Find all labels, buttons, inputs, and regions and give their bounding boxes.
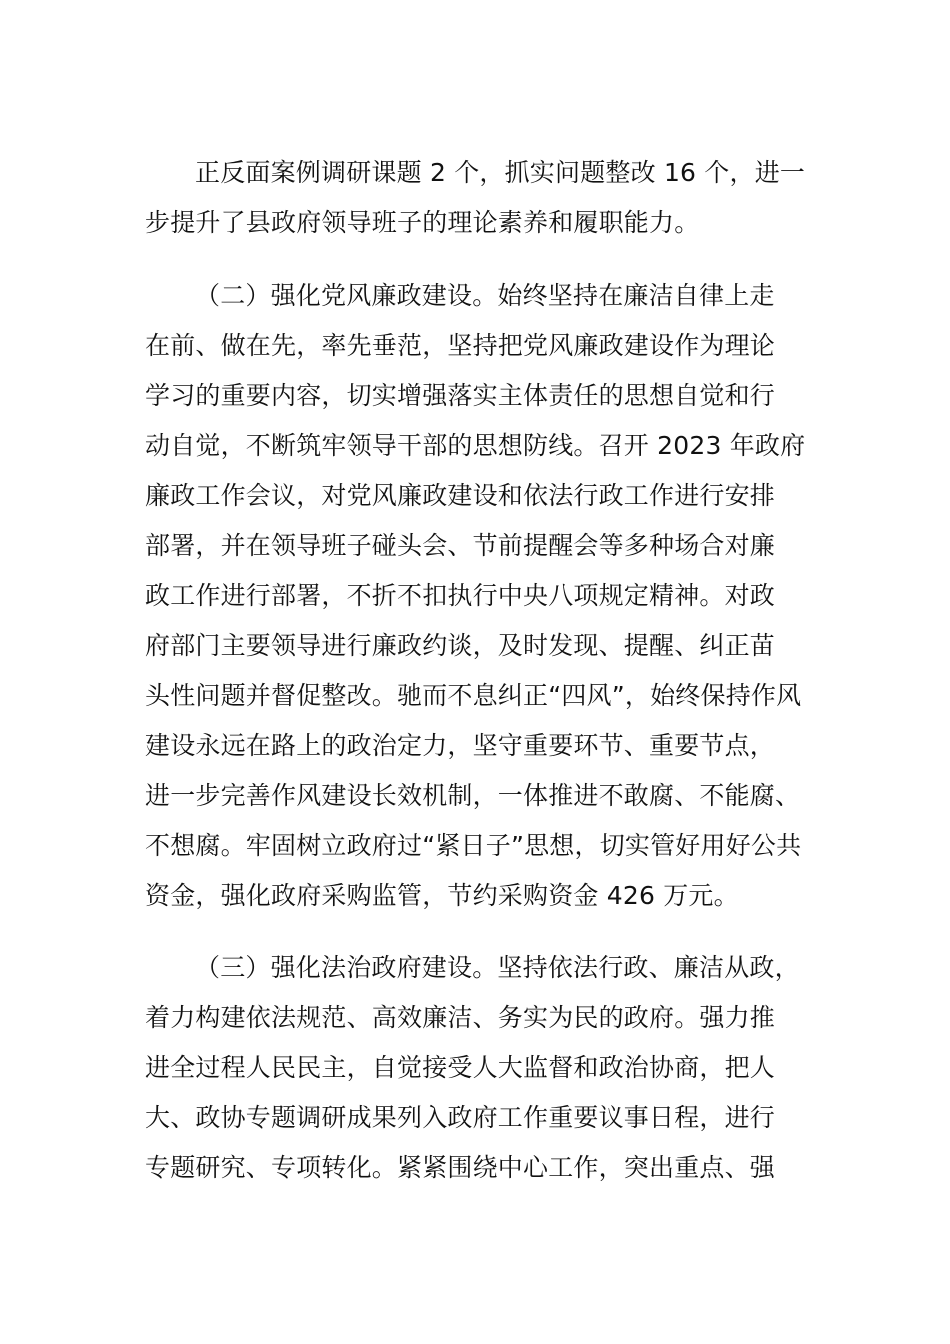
paragraph-3-line-5: 专题研究、专项转化。紧紧围绕中心工作，突出重点、强 <box>145 1153 776 1182</box>
paragraph-2-line-8: 府部门主要领导进行廉政约谈，及时发现、提醒、纠正苗 <box>145 631 776 660</box>
paragraph-3-line-3: 进全过程人民民主，自觉接受人大监督和政治协商，把人 <box>145 1053 776 1082</box>
paragraph-2-line-3: 学习的重要内容，切实增强落实主体责任的思想自觉和行 <box>145 381 776 410</box>
paragraph-3-line-2: 着力构建依法规范、高效廉洁、务实为民的政府。强力推 <box>145 1003 776 1032</box>
paragraph-2-line-6: 部署，并在领导班子碰头会、节前提醒会等多种场合对廉 <box>145 531 776 560</box>
paragraph-2-line-2: 在前、做在先，率先垂范，坚持把党风廉政建设作为理论 <box>145 331 776 360</box>
paragraph-2-line-1: （二）强化党风廉政建设。始终坚持在廉洁自律上走 <box>195 281 775 310</box>
paragraph-2-line-9: 头性问题并督促整改。驰而不息纠正“四风”，始终保持作风 <box>145 681 802 710</box>
paragraph-2-line-5: 廉政工作会议，对党风廉政建设和依法行政工作进行安排 <box>145 481 776 510</box>
paragraph-3-line-4: 大、政协专题调研成果列入政府工作重要议事日程，进行 <box>145 1103 776 1132</box>
paragraph-3-line-1: （三）强化法治政府建设。坚持依法行政、廉洁从政， <box>195 953 800 982</box>
paragraph-1-line-1: 正反面案例调研课题 2 个，抓实问题整改 16 个，进一 <box>195 158 806 187</box>
paragraph-1-line-2: 步提升了县政府领导班子的理论素养和履职能力。 <box>145 208 700 237</box>
paragraph-2-line-11: 进一步完善作风建设长效机制，一体推进不敢腐、不能腐、 <box>145 781 801 810</box>
paragraph-2 <box>145 271 815 921</box>
paragraph-2-line-4: 动自觉，不断筑牢领导干部的思想防线。召开 2023 年政府 <box>145 431 806 460</box>
paragraph-2-line-10: 建设永远在路上的政治定力，坚守重要环节、重要节点， <box>145 731 776 760</box>
paragraph-3 <box>145 943 815 1193</box>
paragraph-2-line-7: 政工作进行部署，不折不扣执行中央八项规定精神。对政 <box>145 581 776 610</box>
paragraph-2-line-13: 资金，强化政府采购监管，节约采购资金 426 万元。 <box>145 881 739 910</box>
paragraph-2-line-12: 不想腐。牢固树立政府过“紧日子”思想，切实管好用好公共 <box>145 831 802 860</box>
paragraph-1 <box>145 148 815 248</box>
